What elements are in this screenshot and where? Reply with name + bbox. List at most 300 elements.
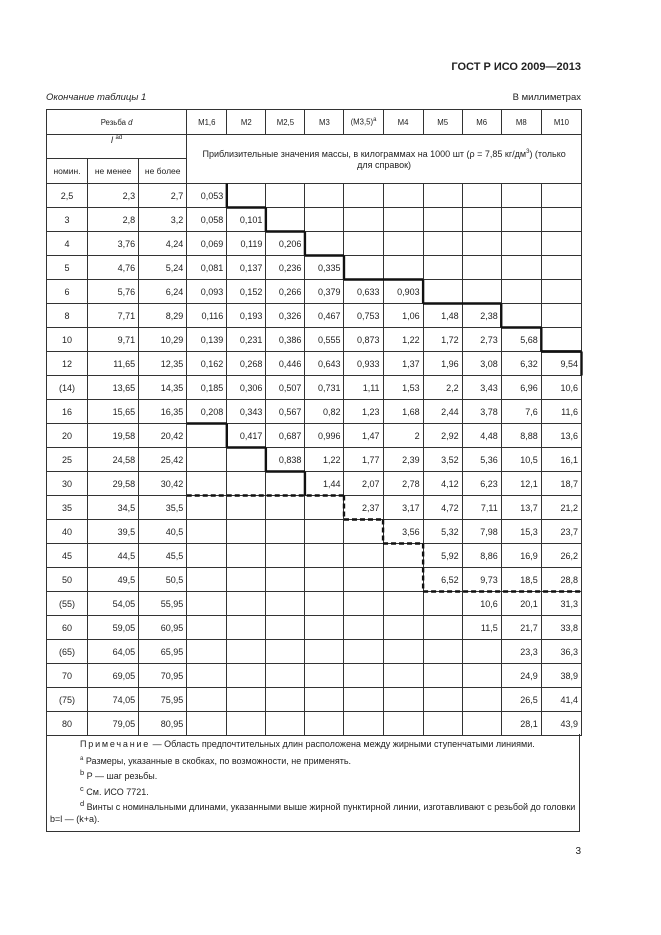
- mass-cell: 0,053: [187, 184, 227, 208]
- length-min-cell: 44,5: [88, 544, 139, 568]
- length-nom-cell: 12: [47, 352, 88, 376]
- mass-cell: [541, 208, 581, 232]
- mass-cell: 2,39: [383, 448, 423, 472]
- table-row: [47, 592, 582, 616]
- table-row: [47, 328, 582, 352]
- length-max-cell: 10,29: [139, 328, 187, 352]
- mass-cell: [344, 664, 383, 688]
- length-nom-cell: 16: [47, 400, 88, 424]
- footnote-c: [50, 783, 576, 799]
- mass-cell: [344, 592, 383, 616]
- length-nom-cell: (75): [47, 688, 88, 712]
- footnote-text: См. ИСО 7721.: [83, 786, 149, 797]
- length-nom-cell: 40: [47, 520, 88, 544]
- length-nom-cell: 6: [47, 280, 88, 304]
- mass-cell: 0,507: [266, 376, 305, 400]
- mass-cell: [501, 280, 541, 304]
- length-nom-cell: (14): [47, 376, 88, 400]
- length-max-cell: 2,7: [139, 184, 187, 208]
- mass-cell: 7,98: [462, 520, 501, 544]
- length-symbol: l: [111, 135, 114, 145]
- mass-cell: 0,093: [187, 280, 227, 304]
- mass-cell: [383, 592, 423, 616]
- mass-cell: 0,873: [344, 328, 383, 352]
- mass-cell: [423, 712, 462, 736]
- mass-cell: [305, 592, 344, 616]
- mass-cell: [501, 304, 541, 328]
- mass-cell: 0,687: [266, 424, 305, 448]
- mass-cell: 6,32: [501, 352, 541, 376]
- mass-cell: 13,6: [541, 424, 581, 448]
- length-nom-cell: 20: [47, 424, 88, 448]
- mass-cell: 43,9: [541, 712, 581, 736]
- thread-label: Резьба: [100, 117, 126, 127]
- header-row-length: [47, 135, 582, 159]
- length-min-cell: 29,58: [88, 472, 139, 496]
- length-min-cell: 74,05: [88, 688, 139, 712]
- table-row: [47, 544, 582, 568]
- mass-cell: [187, 472, 227, 496]
- mass-description: Приблизительные значения массы, в килограммах на 1000 шт (ρ = 7,85 $кг/дм^3$) (только для справок): [187, 135, 582, 184]
- mass-cell: [187, 448, 227, 472]
- mass-cell: 16,9: [501, 544, 541, 568]
- mass-cell: 0,139: [187, 328, 227, 352]
- mass-cell: [187, 496, 227, 520]
- mass-cell: 0,185: [187, 376, 227, 400]
- mass-cell: 24,9: [501, 664, 541, 688]
- mass-cell: 23,7: [541, 520, 581, 544]
- mass-cell: [383, 616, 423, 640]
- mass-cell: [227, 664, 266, 688]
- note-paragraph: [50, 739, 576, 751]
- mass-cell: 1,48: [423, 304, 462, 328]
- length-min-cell: 2,8: [88, 208, 139, 232]
- mass-cell: [266, 184, 305, 208]
- length-max-cell: 16,35: [139, 400, 187, 424]
- mass-cell: 2,2: [423, 376, 462, 400]
- mass-cell: 0,208: [187, 400, 227, 424]
- mass-cell: [227, 640, 266, 664]
- mass-cell: [305, 568, 344, 592]
- thread-size-header: M1,6: [187, 110, 227, 135]
- mass-cell: 0,467: [305, 304, 344, 328]
- mass-cell: [227, 184, 266, 208]
- thread-symbol: d: [128, 117, 133, 127]
- mass-cell: [187, 712, 227, 736]
- length-min-cell: 24,58: [88, 448, 139, 472]
- mass-cell: 18,7: [541, 472, 581, 496]
- length-nom-cell: (55): [47, 592, 88, 616]
- mass-cell: 21,7: [501, 616, 541, 640]
- mass-cell: 0,162: [187, 352, 227, 376]
- length-min-cell: 2,3: [88, 184, 139, 208]
- mass-cell: 0,058: [187, 208, 227, 232]
- mass-cell: [501, 208, 541, 232]
- mass-cell: [266, 520, 305, 544]
- table-row: [47, 280, 582, 304]
- mass-cell: [187, 424, 227, 448]
- mass-cell: [187, 520, 227, 544]
- mass-cell: 20,1: [501, 592, 541, 616]
- mass-cell: 2: [383, 424, 423, 448]
- mass-cell: 33,8: [541, 616, 581, 640]
- mass-cell: 3,43: [462, 376, 501, 400]
- mass-cell: 1,11: [344, 376, 383, 400]
- mass-cell: [541, 280, 581, 304]
- mass-cell: 0,555: [305, 328, 344, 352]
- length-min-cell: 19,58: [88, 424, 139, 448]
- mass-cell: 0,82: [305, 400, 344, 424]
- length-min-cell: 34,5: [88, 496, 139, 520]
- thread-size-header: M6: [462, 110, 501, 135]
- notes-block: [46, 734, 580, 832]
- length-nom-cell: 35: [47, 496, 88, 520]
- length-min-cell: 54,05: [88, 592, 139, 616]
- mass-cell: 10,6: [541, 376, 581, 400]
- mass-cell: [383, 208, 423, 232]
- mass-cell: 2,37: [344, 496, 383, 520]
- mass-cell: 1,44: [305, 472, 344, 496]
- table-row: [47, 352, 582, 376]
- mass-cell: [227, 448, 266, 472]
- mass-cell: [423, 208, 462, 232]
- length-sup: ad: [115, 135, 123, 141]
- length-max-cell: 60,95: [139, 616, 187, 640]
- length-min-cell: 3,76: [88, 232, 139, 256]
- mass-cell: [227, 544, 266, 568]
- thread-size-header: M2,5: [266, 110, 305, 135]
- mass-cell: [227, 568, 266, 592]
- mass-cell: 0,335: [305, 256, 344, 280]
- mass-cell: 9,73: [462, 568, 501, 592]
- length-nom-cell: 80: [47, 712, 88, 736]
- footnote-mark: d: [80, 799, 85, 808]
- mass-cell: [227, 592, 266, 616]
- mass-cell: 2,38: [462, 304, 501, 328]
- table-row: [47, 424, 582, 448]
- mass-cell: [266, 664, 305, 688]
- length-max-cell: 70,95: [139, 664, 187, 688]
- mass-cell: [501, 256, 541, 280]
- document-title: ГОСТ Р ИСО 2009—2013: [451, 61, 581, 73]
- length-min-cell: 59,05: [88, 616, 139, 640]
- length-nom-cell: 25: [47, 448, 88, 472]
- footnote-b: [50, 767, 576, 783]
- mass-cell: 5,92: [423, 544, 462, 568]
- table-row: [47, 184, 582, 208]
- mass-cell: 0,386: [266, 328, 305, 352]
- mass-cell: 6,23: [462, 472, 501, 496]
- length-max-cell: 65,95: [139, 640, 187, 664]
- mass-cell: 8,86: [462, 544, 501, 568]
- mass-cell: [187, 544, 227, 568]
- mass-cell: [266, 712, 305, 736]
- thread-size-header: $(M3,5)^a$: [344, 110, 383, 135]
- table-row: [47, 520, 582, 544]
- note-label: Примечание: [80, 739, 151, 749]
- mass-cell: [305, 664, 344, 688]
- length-nom-cell: 45: [47, 544, 88, 568]
- table-row: [47, 712, 582, 736]
- mass-cell: [541, 184, 581, 208]
- mass-cell: [266, 688, 305, 712]
- mass-cell: [305, 520, 344, 544]
- mass-cell: 0,643: [305, 352, 344, 376]
- length-max-cell: 35,5: [139, 496, 187, 520]
- mass-cell: [266, 544, 305, 568]
- mass-cell: [227, 520, 266, 544]
- table-row: [47, 256, 582, 280]
- mass-cell: [541, 328, 581, 352]
- thread-size-header: M4: [383, 110, 423, 135]
- min-header: не менее: [88, 159, 139, 184]
- mass-cell: [266, 592, 305, 616]
- mass-cell: 2,73: [462, 328, 501, 352]
- mass-cell: [266, 616, 305, 640]
- mass-cell: [227, 688, 266, 712]
- mass-cell: [383, 256, 423, 280]
- mass-cell: [187, 592, 227, 616]
- mass-cell: 0,069: [187, 232, 227, 256]
- mass-cell: [344, 616, 383, 640]
- mass-cell: [541, 304, 581, 328]
- length-max-cell: 55,95: [139, 592, 187, 616]
- thread-size-header: M8: [501, 110, 541, 135]
- mass-cell: [305, 496, 344, 520]
- mass-cell: 16,1: [541, 448, 581, 472]
- thread-header-cell: [47, 110, 187, 135]
- length-min-cell: 13,65: [88, 376, 139, 400]
- mass-cell: 1,96: [423, 352, 462, 376]
- length-nom-cell: 3: [47, 208, 88, 232]
- length-header-cell: [47, 135, 187, 159]
- mass-cell: [305, 640, 344, 664]
- footnote-a: [50, 754, 576, 768]
- length-min-cell: 69,05: [88, 664, 139, 688]
- mass-cell: 3,08: [462, 352, 501, 376]
- mass-cell: [501, 184, 541, 208]
- mass-cell: 1,23: [344, 400, 383, 424]
- table-row: [47, 232, 582, 256]
- mass-cell: [266, 208, 305, 232]
- mass-cell: [423, 664, 462, 688]
- mass-cell: 18,5: [501, 568, 541, 592]
- table-row: [47, 472, 582, 496]
- thread-size-header: M10: [541, 110, 581, 135]
- mass-cell: 9,54: [541, 352, 581, 376]
- mass-cell: 0,152: [227, 280, 266, 304]
- table-row: [47, 208, 582, 232]
- max-header: не более: [139, 159, 187, 184]
- table-row: [47, 640, 582, 664]
- footnote-text: Винты с номинальными длинами, указанными выше жирной пунктирной линии, изготавливают с резьбой до головки b=l — (k+a).: [50, 802, 576, 824]
- mass-cell: 1,37: [383, 352, 423, 376]
- mass-cell: [305, 232, 344, 256]
- mass-cell: 3,17: [383, 496, 423, 520]
- mass-cell: [305, 184, 344, 208]
- mass-cell: 0,116: [187, 304, 227, 328]
- mass-cell: 15,3: [501, 520, 541, 544]
- mass-cell: 0,753: [344, 304, 383, 328]
- mass-cell: 2,44: [423, 400, 462, 424]
- footnote-mark: b: [80, 768, 85, 777]
- mass-cell: 1,06: [383, 304, 423, 328]
- mass-cell: [423, 256, 462, 280]
- mass-cell: 0,119: [227, 232, 266, 256]
- length-min-cell: 79,05: [88, 712, 139, 736]
- length-min-cell: 7,71: [88, 304, 139, 328]
- mass-cell: 0,231: [227, 328, 266, 352]
- mass-cell: [305, 208, 344, 232]
- thread-size-header: M3: [305, 110, 344, 135]
- mass-cell: [187, 568, 227, 592]
- mass-cell: 41,4: [541, 688, 581, 712]
- mass-cell: [344, 208, 383, 232]
- mass-cell: 0,838: [266, 448, 305, 472]
- mass-cell: [383, 568, 423, 592]
- mass-cell: 31,3: [541, 592, 581, 616]
- mass-cell: 0,266: [266, 280, 305, 304]
- mass-cell: 1,53: [383, 376, 423, 400]
- length-max-cell: 5,24: [139, 256, 187, 280]
- length-nom-cell: 30: [47, 472, 88, 496]
- mass-table: [46, 109, 582, 736]
- mass-cell: 0,137: [227, 256, 266, 280]
- mass-cell: 5,32: [423, 520, 462, 544]
- mass-cell: [383, 544, 423, 568]
- mass-cell: [383, 664, 423, 688]
- mass-cell: [266, 568, 305, 592]
- mass-cell: 0,379: [305, 280, 344, 304]
- mass-cell: [266, 472, 305, 496]
- mass-cell: [462, 256, 501, 280]
- length-max-cell: 20,42: [139, 424, 187, 448]
- length-nom-cell: 60: [47, 616, 88, 640]
- mass-cell: [462, 688, 501, 712]
- mass-cell: [344, 640, 383, 664]
- mass-cell: [344, 184, 383, 208]
- table-row: [47, 304, 582, 328]
- length-nom-cell: (65): [47, 640, 88, 664]
- mass-cell: 7,11: [462, 496, 501, 520]
- mass-cell: [187, 616, 227, 640]
- table-row: [47, 400, 582, 424]
- length-min-cell: 5,76: [88, 280, 139, 304]
- mass-cell: 1,68: [383, 400, 423, 424]
- mass-cell: 10,6: [462, 592, 501, 616]
- mass-cell: [383, 232, 423, 256]
- mass-cell: 0,206: [266, 232, 305, 256]
- mass-cell: [187, 640, 227, 664]
- mass-cell: [344, 520, 383, 544]
- table-row: [47, 568, 582, 592]
- mass-cell: [305, 616, 344, 640]
- units-label: В миллиметрах: [512, 92, 581, 103]
- mass-cell: 11,6: [541, 400, 581, 424]
- mass-cell: 0,903: [383, 280, 423, 304]
- mass-cell: [227, 616, 266, 640]
- mass-cell: 21,2: [541, 496, 581, 520]
- mass-cell: [383, 640, 423, 664]
- mass-cell: [187, 688, 227, 712]
- mass-cell: 0,268: [227, 352, 266, 376]
- table-row: [47, 616, 582, 640]
- mass-cell: [227, 472, 266, 496]
- length-max-cell: 50,5: [139, 568, 187, 592]
- length-max-cell: 25,42: [139, 448, 187, 472]
- mass-cell: [541, 256, 581, 280]
- length-max-cell: 3,2: [139, 208, 187, 232]
- length-min-cell: 39,5: [88, 520, 139, 544]
- mass-cell: 3,56: [383, 520, 423, 544]
- mass-cell: [383, 184, 423, 208]
- mass-cell: [344, 256, 383, 280]
- mass-cell: 0,193: [227, 304, 266, 328]
- length-max-cell: 14,35: [139, 376, 187, 400]
- table-row: [47, 376, 582, 400]
- mass-cell: 2,92: [423, 424, 462, 448]
- mass-cell: [383, 712, 423, 736]
- length-nom-cell: 2,5: [47, 184, 88, 208]
- length-max-cell: 45,5: [139, 544, 187, 568]
- length-max-cell: 75,95: [139, 688, 187, 712]
- mass-cell: 1,47: [344, 424, 383, 448]
- length-min-cell: 64,05: [88, 640, 139, 664]
- mass-cell: 0,633: [344, 280, 383, 304]
- mass-cell: 7,6: [501, 400, 541, 424]
- thread-size-header: M2: [227, 110, 266, 135]
- nominal-header: номин.: [47, 159, 88, 184]
- mass-cell: 28,1: [501, 712, 541, 736]
- note-text: — Область предпочтительных длин расположена между жирными ступенчатыми линиями.: [150, 739, 535, 749]
- mass-cell: [462, 664, 501, 688]
- mass-cell: 0,417: [227, 424, 266, 448]
- length-max-cell: 6,24: [139, 280, 187, 304]
- mass-cell: 0,101: [227, 208, 266, 232]
- length-nom-cell: 10: [47, 328, 88, 352]
- mass-cell: [462, 232, 501, 256]
- length-min-cell: 11,65: [88, 352, 139, 376]
- mass-cell: 1,22: [383, 328, 423, 352]
- length-min-cell: 49,5: [88, 568, 139, 592]
- mass-cell: 6,96: [501, 376, 541, 400]
- length-max-cell: 80,95: [139, 712, 187, 736]
- mass-cell: 1,72: [423, 328, 462, 352]
- length-min-cell: 4,76: [88, 256, 139, 280]
- mass-cell: 1,77: [344, 448, 383, 472]
- mass-cell: [266, 496, 305, 520]
- mass-cell: 6,52: [423, 568, 462, 592]
- mass-cell: 0,731: [305, 376, 344, 400]
- mass-cell: 0,326: [266, 304, 305, 328]
- mass-cell: 28,8: [541, 568, 581, 592]
- mass-cell: 13,7: [501, 496, 541, 520]
- mass-cell: [344, 232, 383, 256]
- mass-cell: [344, 568, 383, 592]
- mass-cell: 38,9: [541, 664, 581, 688]
- mass-cell: [344, 712, 383, 736]
- mass-cell: [462, 208, 501, 232]
- length-max-cell: 30,42: [139, 472, 187, 496]
- length-max-cell: 40,5: [139, 520, 187, 544]
- mass-cell: [423, 640, 462, 664]
- table-row: [47, 688, 582, 712]
- table-row: [47, 448, 582, 472]
- mass-cell: 8,88: [501, 424, 541, 448]
- mass-cell: 3,78: [462, 400, 501, 424]
- mass-cell: 10,5: [501, 448, 541, 472]
- mass-cell: 23,3: [501, 640, 541, 664]
